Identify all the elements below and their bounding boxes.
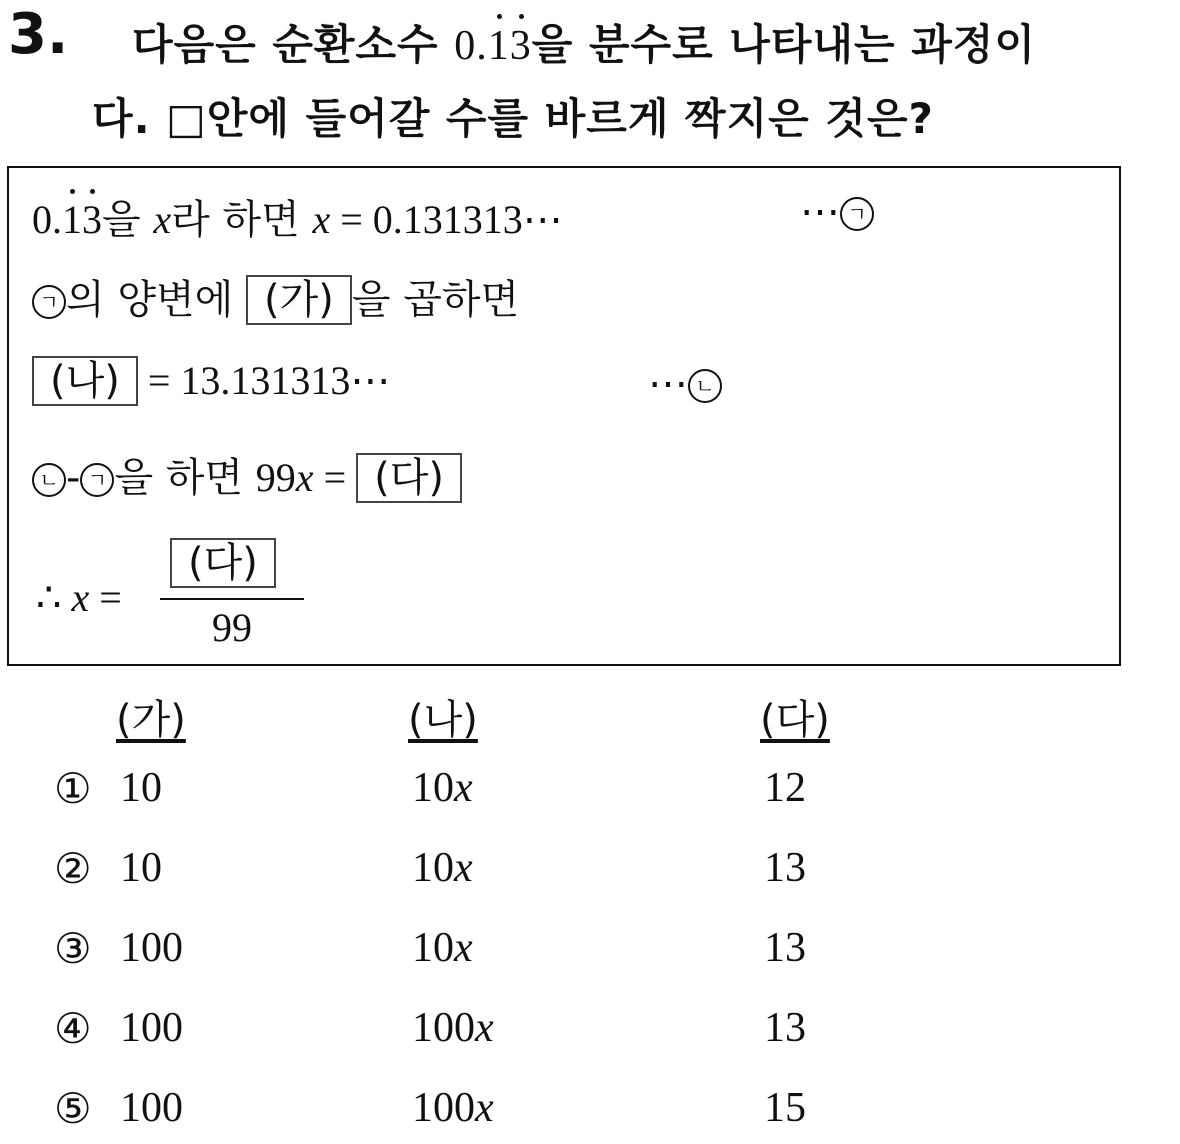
option-3-ga: 100 bbox=[120, 925, 183, 971]
circled-nieun-marker: ㄴ bbox=[688, 369, 722, 403]
line1-var-x: x bbox=[153, 197, 172, 242]
line4-dash: - bbox=[66, 455, 81, 501]
option-4-number[interactable]: ④ bbox=[54, 1007, 92, 1053]
option-2-na-coef: 10 bbox=[412, 845, 454, 891]
line4-coef: 99 bbox=[255, 455, 296, 500]
line1-decimal-int: 0. bbox=[32, 197, 62, 242]
option-5-na-coef: 100 bbox=[412, 1085, 475, 1131]
blank-ga: (가) bbox=[246, 275, 352, 325]
option-4-ga: 100 bbox=[120, 1005, 183, 1051]
therefore-sign: ∴ bbox=[36, 575, 72, 620]
line1-decimal-digit-1: 1 bbox=[62, 197, 82, 242]
line3-marker-dots: ⋯ bbox=[648, 361, 688, 406]
line1-marker-dots: ⋯ bbox=[800, 189, 840, 234]
line1-text-b: 라 하면 bbox=[171, 197, 313, 243]
circled-giyeok-ref: ㄱ bbox=[32, 285, 66, 319]
option-3-na bbox=[412, 924, 473, 972]
option-4-da: 13 bbox=[764, 1005, 806, 1051]
line3-equation: = 13.131313⋯ bbox=[137, 358, 391, 403]
decimal-digit-1: 1 bbox=[487, 23, 510, 69]
option-1-na bbox=[412, 764, 473, 812]
circled-giyeok-marker: ㄱ bbox=[840, 197, 874, 231]
fraction-bar bbox=[160, 598, 304, 600]
repeating-decimal bbox=[454, 23, 532, 69]
denominator-value: 99 bbox=[212, 605, 252, 650]
fraction-denominator bbox=[212, 604, 252, 651]
line5-var-x: x bbox=[71, 575, 90, 620]
line4-equals: = bbox=[313, 455, 357, 500]
option-2-ga: 10 bbox=[120, 845, 162, 891]
option-5-ga: 100 bbox=[120, 1085, 183, 1131]
line3-marker bbox=[648, 360, 722, 407]
line1-decimal bbox=[32, 197, 102, 242]
option-3-da: 13 bbox=[764, 925, 806, 971]
fraction-numerator bbox=[170, 538, 276, 588]
circled-nieun-ref: ㄴ bbox=[32, 463, 66, 497]
option-1-number[interactable]: ① bbox=[54, 767, 92, 813]
option-2-na-var: x bbox=[454, 845, 473, 891]
solution-line-5 bbox=[36, 574, 122, 621]
column-header-da: (다) bbox=[760, 697, 830, 743]
line2-text-b: 을 곱하면 bbox=[351, 277, 520, 323]
solution-line-4 bbox=[32, 446, 462, 503]
decimal-int: 0. bbox=[454, 23, 488, 69]
decimal-digit-2: 3 bbox=[509, 23, 532, 69]
solution-line-2 bbox=[32, 268, 519, 325]
question-number: 3. bbox=[8, 2, 69, 67]
option-4-na-var: x bbox=[475, 1005, 494, 1051]
question-line-1-text-a: 다음은 순환소수 bbox=[132, 20, 455, 69]
blank-da: (다) bbox=[356, 453, 462, 503]
option-3-na-var: x bbox=[454, 925, 473, 971]
line2-text-a: 의 양변에 bbox=[66, 277, 246, 323]
option-5-na bbox=[412, 1084, 494, 1132]
column-header-na: (나) bbox=[408, 697, 478, 743]
option-4-na bbox=[412, 1004, 494, 1052]
column-header-ga: (가) bbox=[116, 697, 186, 743]
option-3-na-coef: 10 bbox=[412, 925, 454, 971]
option-1-da: 12 bbox=[764, 765, 806, 811]
option-2-da: 13 bbox=[764, 845, 806, 891]
line5-equals: = bbox=[89, 575, 122, 620]
option-3-number[interactable]: ③ bbox=[54, 927, 92, 973]
line4-var-x: x bbox=[295, 455, 314, 500]
solution-line-3 bbox=[32, 356, 390, 406]
line1-text-a: 을 bbox=[102, 197, 154, 243]
option-4-na-coef: 100 bbox=[412, 1005, 475, 1051]
question-line-1-text-b: 을 분수로 나타내는 과정이 bbox=[531, 20, 1036, 69]
option-5-number[interactable]: ⑤ bbox=[54, 1087, 92, 1133]
option-5-na-var: x bbox=[475, 1085, 494, 1131]
blank-na: (나) bbox=[32, 356, 138, 406]
line1-marker bbox=[800, 188, 874, 235]
solution-line-1 bbox=[32, 188, 563, 245]
line1-var-x-2: x bbox=[312, 197, 331, 242]
circled-giyeok-ref-2: ㄱ bbox=[80, 463, 114, 497]
option-1-ga: 10 bbox=[120, 765, 162, 811]
option-1-na-coef: 10 bbox=[412, 765, 454, 811]
line4-text-a: 을 하면 bbox=[114, 455, 256, 501]
blank-da-numerator: (다) bbox=[170, 538, 276, 588]
option-2-na bbox=[412, 844, 473, 892]
line1-equation: = 0.131313⋯ bbox=[330, 197, 563, 242]
option-2-number[interactable]: ② bbox=[54, 847, 92, 893]
option-5-da: 15 bbox=[764, 1085, 806, 1131]
question-line-1 bbox=[132, 12, 1036, 72]
question-line-2: 다. □안에 들어갈 수를 바르게 짝지은 것은? bbox=[92, 94, 934, 143]
option-1-na-var: x bbox=[454, 765, 473, 811]
line1-decimal-digit-2: 3 bbox=[82, 197, 102, 242]
